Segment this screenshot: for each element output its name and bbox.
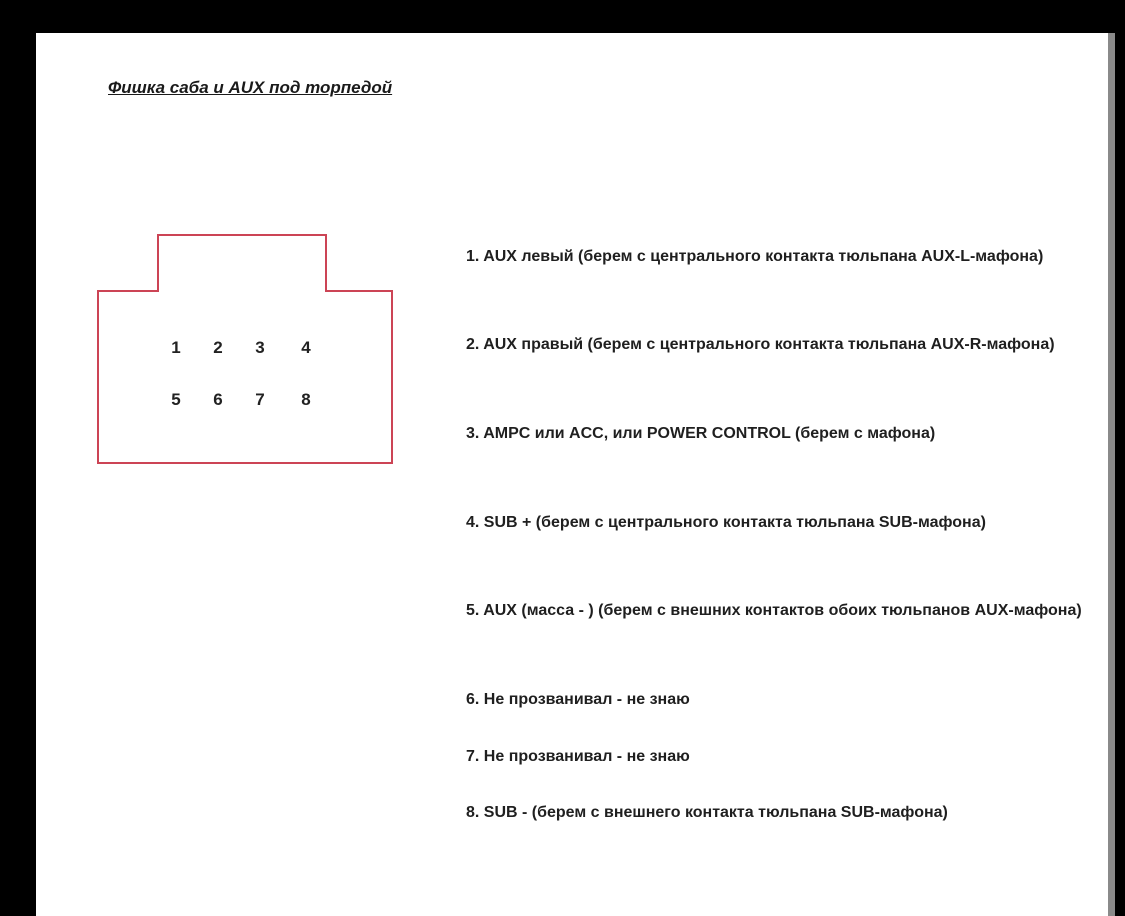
pinout-item-4: 4. SUB + (берем с центрального контакта тюльпана SUB-мафона) (466, 514, 986, 531)
pin-label-5: 5 (171, 390, 181, 409)
pin-label-1: 1 (171, 338, 181, 357)
pin-label-3: 3 (255, 338, 265, 357)
connector-diagram (94, 233, 398, 469)
pinout-item-8: 8. SUB - (берем с внешнего контакта тюльпана SUB-мафона) (466, 804, 948, 821)
pin-label-4: 4 (301, 338, 311, 357)
document-page (36, 33, 1108, 916)
page-title: Фишка саба и AUX под торпедой (108, 78, 393, 97)
pinout-item-3: 3. AMPC или ACC, или POWER CONTROL (берем с мафона) (466, 425, 936, 442)
pin-label-8: 8 (301, 390, 311, 409)
connector-outline (98, 235, 392, 463)
pin-label-6: 6 (213, 390, 223, 409)
page-right-edge (1108, 33, 1115, 916)
pinout-item-6: 6. Не прозванивал - не знаю (466, 691, 690, 708)
pin-label-7: 7 (255, 390, 265, 409)
pinout-item-2: 2. AUX правый (берем с центрального контакта тюльпана AUX-R-мафона) (466, 336, 1055, 353)
pin-label-2: 2 (213, 338, 223, 357)
pinout-item-1: 1. AUX левый (берем с центрального контакта тюльпана AUX-L-мафона) (466, 248, 1044, 265)
pinout-item-5: 5. AUX (масса - ) (берем с внешних контактов обоих тюльпанов AUX-мафона) (466, 602, 1082, 619)
pinout-item-7: 7. Не прозванивал - не знаю (466, 748, 690, 765)
